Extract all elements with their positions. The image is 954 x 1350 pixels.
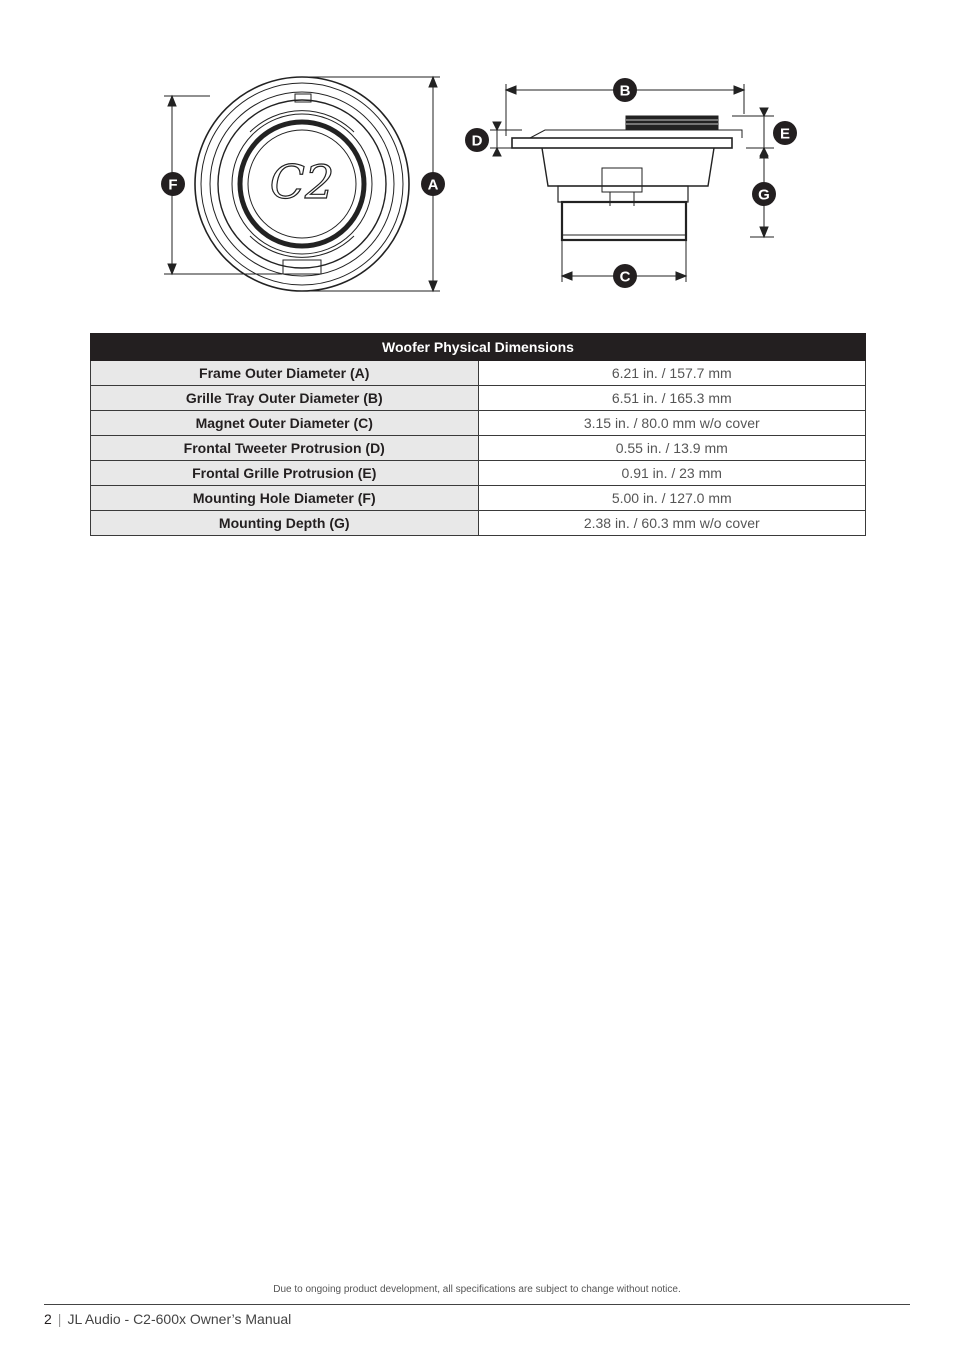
label-a: A <box>427 176 439 194</box>
dimensions-table <box>90 333 866 536</box>
table-row <box>91 386 866 411</box>
row-label: Frontal Tweeter Protrusion (D) <box>91 436 479 461</box>
table-row <box>91 461 866 486</box>
footer-separator: | <box>57 1311 62 1327</box>
row-label: Mounting Depth (G) <box>91 511 479 536</box>
manual-title: JL Audio - C2-600x Owner’s Manual <box>67 1311 292 1327</box>
specifications-notice: Due to ongoing product development, all specifications are subject to change without notice. <box>273 1284 681 1295</box>
row-value: 3.15 in. / 80.0 mm w/o cover <box>478 411 866 436</box>
table-row <box>91 511 866 536</box>
table-row <box>91 436 866 461</box>
c2-logo: C2 <box>269 155 335 209</box>
row-value: 0.55 in. / 13.9 mm <box>478 436 866 461</box>
dimension-e <box>732 108 774 156</box>
speaker-side-view <box>512 116 742 240</box>
footer-divider <box>44 1304 910 1305</box>
row-value: 0.91 in. / 23 mm <box>478 461 866 486</box>
label-e: E <box>779 125 791 143</box>
page-footer <box>44 1311 291 1327</box>
label-f: F <box>168 176 178 194</box>
label-d: D <box>471 132 483 150</box>
row-value: 6.51 in. / 165.3 mm <box>478 386 866 411</box>
row-label: Grille Tray Outer Diameter (B) <box>91 386 479 411</box>
table-header-row <box>91 334 866 361</box>
speaker-dimension-diagram <box>150 70 810 310</box>
label-g: G <box>758 186 770 204</box>
row-value: 6.21 in. / 157.7 mm <box>478 361 866 386</box>
row-value: 2.38 in. / 60.3 mm w/o cover <box>478 511 866 536</box>
row-label: Mounting Hole Diameter (F) <box>91 486 479 511</box>
label-c: C <box>619 268 631 286</box>
page-number: 2 <box>44 1311 52 1327</box>
table-row <box>91 361 866 386</box>
row-value: 5.00 in. / 127.0 mm <box>478 486 866 511</box>
row-label: Frame Outer Diameter (A) <box>91 361 479 386</box>
table-row <box>91 411 866 436</box>
table-title: Woofer Physical Dimensions <box>91 334 866 361</box>
row-label: Magnet Outer Diameter (C) <box>91 411 479 436</box>
row-label: Frontal Grille Protrusion (E) <box>91 461 479 486</box>
table-row <box>91 486 866 511</box>
label-b: B <box>619 82 631 100</box>
